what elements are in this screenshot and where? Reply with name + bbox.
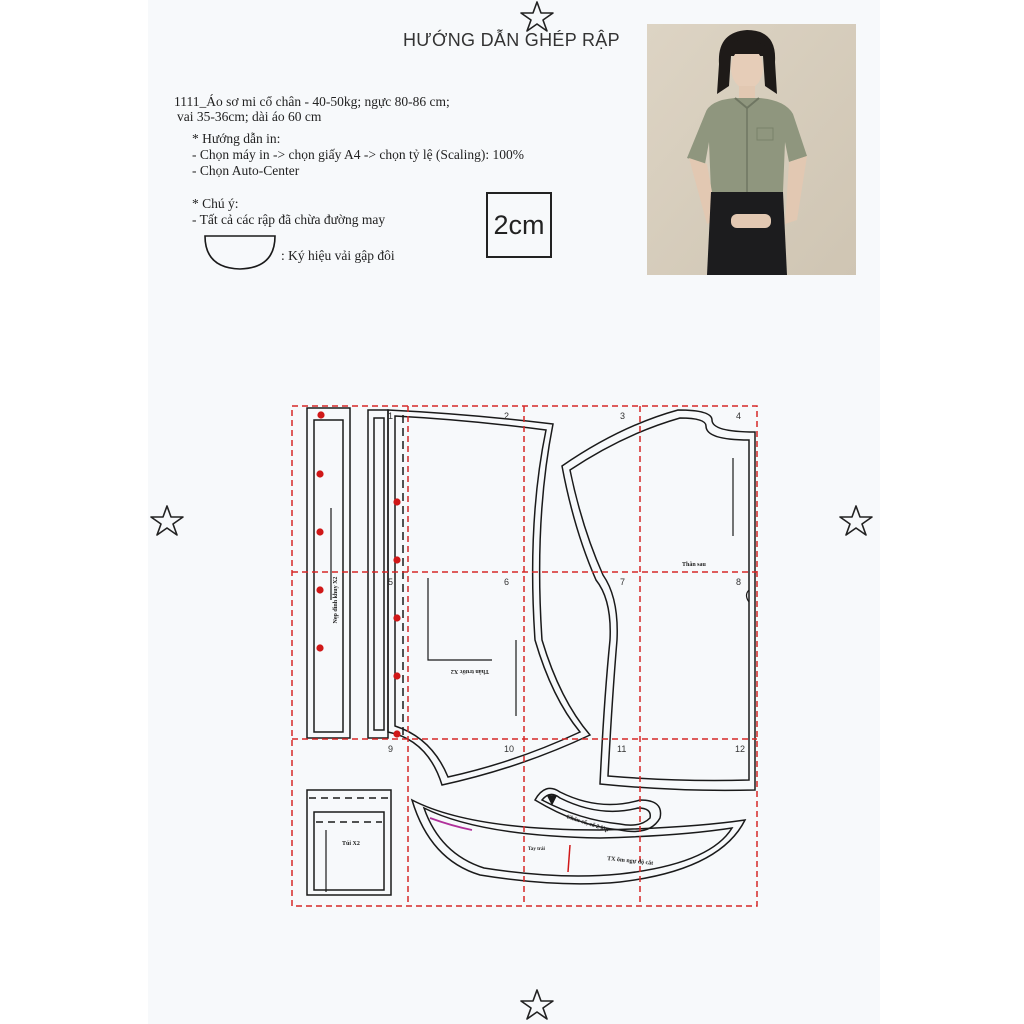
notch-marker: [393, 498, 400, 505]
notch-marker: [316, 644, 323, 651]
fold-symbol-icon: [205, 236, 275, 269]
page-title: HƯỚNG DẪN GHÉP RẬP: [403, 30, 620, 50]
tile-number: 11: [617, 744, 627, 754]
tile-number: 5: [388, 577, 394, 587]
piece-label-placket: Nẹp đinh khuy X2: [333, 576, 339, 624]
tile-number: 12: [735, 744, 746, 754]
scale-box: 2cm: [486, 192, 552, 258]
print-guide-step-1: - Chọn máy in -> chọn giấy A4 -> chọn tỷ lệ (Scaling): 100%: [192, 147, 525, 162]
note-text: - Tất cả các rập đã chừa đường may: [192, 212, 386, 227]
piece-label-front-body: Thân trước X2: [450, 668, 490, 674]
notch-marker: [393, 556, 400, 563]
tile-number: 1: [388, 411, 394, 421]
piece-label-sleeve-a: Tay trái: [528, 847, 545, 852]
sleeve-band-piece: [412, 800, 745, 884]
product-spec-line-1: 1111_Áo sơ mi cổ chân - 40-50kg; ngực 80-86 cm;: [174, 94, 450, 109]
print-guide-heading: * Hướng dẫn in:: [192, 131, 281, 146]
tile-number: 6: [504, 577, 510, 587]
star-icon: [521, 2, 553, 31]
button-placket-piece: [307, 408, 350, 738]
star-icon: [521, 990, 553, 1019]
piece-label-sleeve-b: TX ôm ngự độ cắt: [606, 856, 654, 867]
front-body-piece: [388, 410, 590, 785]
back-body-piece: [562, 410, 755, 790]
front-edge-piece: [368, 410, 403, 738]
notch-marker: [317, 411, 324, 418]
notch-marker: [316, 586, 323, 593]
fold-symbol-label: : Ký hiệu vải gập đôi: [281, 248, 395, 263]
tile-grid: [292, 406, 757, 906]
piece-label-back-body: Thân sau: [682, 562, 706, 568]
tile-number: 10: [504, 744, 515, 754]
notch-marker: [393, 730, 400, 737]
product-spec-line-2: vai 35-36cm; dài áo 60 cm: [177, 109, 322, 124]
tile-number: 4: [736, 411, 742, 421]
tile-number: 2: [504, 411, 510, 421]
note-heading: * Chú ý:: [192, 196, 239, 211]
star-icon: [151, 506, 183, 535]
tile-number: 8: [736, 577, 742, 587]
tile-number: 9: [388, 744, 394, 754]
notch-marker: [316, 528, 323, 535]
star-icon: [840, 506, 872, 535]
notch-marker: [316, 470, 323, 477]
tile-number: 7: [620, 577, 626, 587]
tile-number: 3: [620, 411, 626, 421]
piece-label-collar: Chân cổ, cổ 2 lớp: [565, 814, 610, 834]
piece-label-pocket: Túi X2: [342, 841, 360, 847]
notch-marker: [393, 614, 400, 621]
notch-marker: [393, 672, 400, 679]
print-guide-step-2: - Chọn Auto-Center: [192, 163, 300, 178]
